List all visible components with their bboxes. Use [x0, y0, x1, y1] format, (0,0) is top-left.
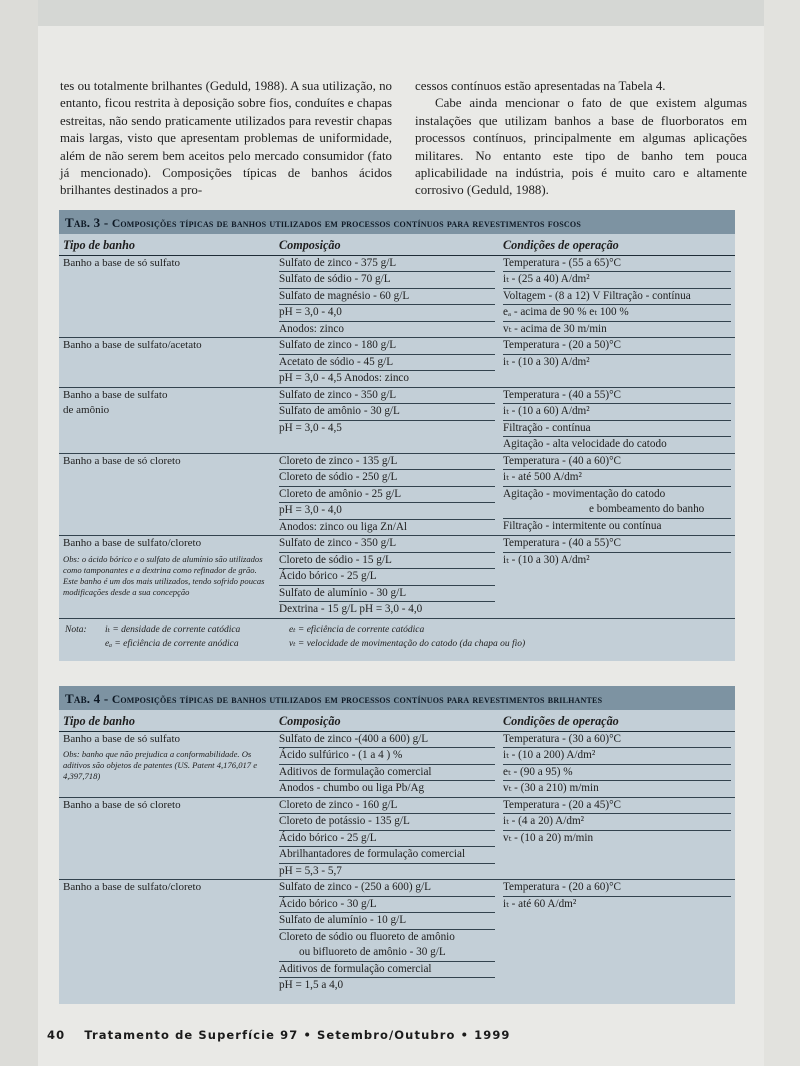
- condition-line: iₜ - (10 a 30) A/dm²: [503, 355, 590, 368]
- condition-line: iₜ - (10 a 60) A/dm²: [503, 404, 731, 421]
- table-4-title: [59, 686, 735, 710]
- composition-line: pH = 5,3 - 5,7: [279, 864, 342, 877]
- table-3-cell-condicoes: [499, 387, 735, 453]
- bath-type: Banho a base de só sulfato: [63, 732, 180, 745]
- note-item: iₜ = densidade de corrente catódica: [105, 624, 241, 635]
- table-3-note: [59, 618, 735, 661]
- table-3-cell-tipo: [59, 536, 275, 618]
- journal-issue: Tratamento de Superfície 97 • Setembro/Outubro • 1999: [84, 1028, 511, 1042]
- condition-line: Filtração - intermitente ou contínua: [503, 519, 662, 532]
- composition-line: Abrilhantadores de formulação comercial: [279, 847, 495, 864]
- condition-line: iₜ - até 500 A/dm²: [503, 470, 731, 487]
- table-4-cell-condicoes: [499, 797, 735, 880]
- table-3-cell-condicoes: [499, 536, 735, 618]
- bath-type: Banho a base de sulfato/cloreto: [63, 537, 202, 549]
- condition-line: Temperatura - (20 a 50)°C: [503, 338, 731, 355]
- body-text-left-column: [60, 78, 392, 200]
- composition-line: Sulfato de amônio - 30 g/L: [279, 404, 495, 421]
- composition-line: Sulfato de alumínio - 10 g/L: [279, 913, 495, 930]
- composition-line: Cloreto de sódio ou fluoreto de amônio: [279, 930, 455, 943]
- table-3-cell-composicao: [275, 387, 499, 453]
- right-column-paragraph-2: Cabe ainda mencionar o fato de que existem algumas instalações que utilizam banhos a base de fluorboratos em processos contínuos, principalmente em algumas aplicações militares. No entanto este tipo de banho tem pouca aplicabilidade na indústria, pois é muito caro e altamente corrosivo (Geduld, 1988).: [415, 96, 747, 198]
- table-3: [59, 210, 735, 661]
- table-4-number: Tab. 4 -: [65, 691, 112, 706]
- table-row: [59, 797, 735, 880]
- scan-edge-top: [0, 0, 800, 26]
- composition-line: Aditivos de formulação comercial: [279, 765, 495, 782]
- composition-line: Sulfato de alumínio - 30 g/L: [279, 586, 495, 603]
- table-3-number: Tab. 3 -: [65, 215, 112, 230]
- composition-line: Sulfato de zinco - 350 g/L: [279, 536, 495, 553]
- bath-observation: Obs: banho que não prejudica a conformabilidade. Os aditivos são objetos de patentes (US. Patent 4,176,017 e 4,397,718): [63, 749, 258, 781]
- table-3-grid: [59, 234, 735, 618]
- composition-line: Sulfato de zinco -(400 a 600) g/L: [279, 732, 495, 749]
- composition-line: Dextrina - 15 g/L pH = 3,0 - 4,0: [279, 603, 423, 615]
- composition-line: Ácido sulfúrico - (1 a 4 ) %: [279, 748, 495, 765]
- table-3-cell-composicao: [275, 255, 499, 338]
- table-3-cell-condicoes: [499, 255, 735, 338]
- condition-line: vₜ - acima de 30 m/min: [503, 322, 607, 335]
- composition-line: pH = 3,0 - 4,0: [279, 503, 495, 520]
- table-4-header-composicao: Composição: [275, 710, 499, 731]
- table-4-cell-tipo: [59, 880, 275, 994]
- condition-line: Temperatura - (20 a 60)°C: [503, 880, 731, 897]
- composition-line: Anodos - chumbo ou liga Pb/Ag: [279, 782, 425, 794]
- composition-line: Sulfato de zinco - (250 a 600) g/L: [279, 880, 495, 897]
- condition-line: e bombeamento do banho: [503, 502, 731, 519]
- bath-observation: Obs: o ácido bórico e o sulfato de alumínio são utilizados como tamponantes e a dextrina como refinador de grão. Este banho é um dos mais utilizados, tendo sofrido poucas modificações desde a sua concepção: [63, 553, 265, 597]
- note-line: [65, 623, 729, 637]
- table-4-cell-composicao: [275, 797, 499, 880]
- table-4-cell-tipo: [59, 731, 275, 797]
- composition-line: Sulfato de zinco - 375 g/L: [279, 256, 495, 273]
- bath-type: Banho a base de só cloreto: [63, 798, 181, 811]
- table-row: [59, 731, 735, 797]
- condition-line: Temperatura - (30 a 60)°C: [503, 732, 731, 749]
- condition-line: Temperatura - (40 a 60)°C: [503, 454, 731, 471]
- table-3-cell-tipo: [59, 255, 275, 338]
- table-4-cell-tipo: [59, 797, 275, 880]
- bath-type: Banho a base de só cloreto: [63, 454, 181, 467]
- composition-line: Cloreto de potássio - 135 g/L: [279, 814, 495, 831]
- right-column-paragraph-1: cessos contínuos estão apresentadas na Tabela 4.: [415, 79, 666, 93]
- composition-line: Sulfato de zinco - 180 g/L: [279, 338, 495, 355]
- composition-line: Sulfato de zinco - 350 g/L: [279, 388, 495, 405]
- table-3-title: [59, 210, 735, 234]
- table-row: [59, 536, 735, 618]
- table-3-header-condicoes: Condições de operação: [499, 234, 735, 255]
- composition-line: Anodos: zinco ou liga Zn/Al: [279, 520, 408, 533]
- table-4-cell-composicao: [275, 880, 499, 994]
- condition-line: Filtração - contínua: [503, 421, 731, 438]
- condition-line: iₜ - (10 a 30) A/dm²: [503, 553, 590, 566]
- bath-type: Banho a base de sulfato/acetato: [63, 339, 202, 351]
- table-4-header-tipo: Tipo de banho: [59, 710, 275, 731]
- left-column-paragraph: tes ou totalmente brilhantes (Geduld, 1988). A sua utilização, no entanto, ficou restrita à deposição sobre fios, conduítes e chapas estreitas, não sendo praticamente utilizados para revestir chapas mais largas, visto que apresentam problemas de uniformidade, além de não serem bem aceitos pelo mercado consumidor (fato já mencionado). Composições típicas de banhos ácidos brilhantes destinados a pro-: [60, 79, 392, 198]
- table-4-header-row: [59, 710, 735, 731]
- table-3-cell-composicao: [275, 536, 499, 618]
- condition-line: Temperatura - (20 a 45)°C: [503, 798, 731, 815]
- bath-type: Banho a base de sulfato/cloreto: [63, 881, 202, 893]
- table-row: [59, 880, 735, 994]
- table-4-caption: Composições típicas de banhos utilizados em processos contínuos para revestimentos brilhantes: [111, 693, 603, 706]
- table-4-cell-composicao: [275, 731, 499, 797]
- bath-type: Banho a base de sulfato de amônio: [63, 388, 168, 416]
- condition-line: iₜ - (10 a 200) A/dm²: [503, 748, 731, 765]
- condition-line: vₜ - (10 a 20) m/min: [503, 831, 594, 844]
- table-3-cell-composicao: [275, 453, 499, 536]
- composition-line: Cloreto de amônio - 25 g/L: [279, 487, 495, 504]
- condition-line: eₐ - acima de 90 % eₜ 100 %: [503, 305, 731, 322]
- table-row: [59, 255, 735, 338]
- condition-line: Voltagem - (8 a 12) V Filtração - contínua: [503, 289, 731, 306]
- composition-line: pH = 1,5 a 4,0: [279, 979, 344, 991]
- composition-line: Ácido bórico - 25 g/L: [279, 569, 495, 586]
- composition-line: Cloreto de sódio - 250 g/L: [279, 470, 495, 487]
- note-item: eₜ = eficiência de corrente catódica: [289, 624, 425, 635]
- condition-line: eₜ - (90 a 95) %: [503, 765, 731, 782]
- note-label: Nota:: [65, 624, 87, 635]
- page-footer: [47, 1028, 511, 1042]
- composition-line: Aditivos de formulação comercial: [279, 962, 495, 979]
- body-text-right-column: [415, 78, 747, 200]
- condition-line: Temperatura - (40 a 55)°C: [503, 536, 731, 553]
- table-3-header-tipo: Tipo de banho: [59, 234, 275, 255]
- table-3-cell-condicoes: [499, 338, 735, 388]
- composition-line: pH = 3,0 - 4,0: [279, 305, 495, 322]
- page-number: 40: [47, 1028, 66, 1042]
- note-item: vₜ = velocidade de movimentação do catodo (da chapa ou fio): [289, 638, 526, 649]
- scan-edge-left: [0, 0, 38, 1066]
- condition-line: vₜ - (30 a 210) m/min: [503, 782, 599, 794]
- composition-line: ou bifluoreto de amônio - 30 g/L: [279, 945, 495, 962]
- composition-line: Cloreto de sódio - 15 g/L: [279, 553, 495, 570]
- composition-line: Cloreto de zinco - 160 g/L: [279, 798, 495, 815]
- condition-line: iₜ - (25 a 40) A/dm²: [503, 272, 731, 289]
- condition-line: iₜ - até 60 A/dm²: [503, 897, 577, 910]
- composition-line: Ácido bórico - 30 g/L: [279, 897, 495, 914]
- table-3-cell-composicao: [275, 338, 499, 388]
- composition-line: Sulfato de sódio - 70 g/L: [279, 272, 495, 289]
- composition-line: Sulfato de magnésio - 60 g/L: [279, 289, 495, 306]
- table-row: [59, 338, 735, 388]
- condition-line: Temperatura - (55 a 65)°C: [503, 256, 731, 273]
- table-3-header-composicao: Composição: [275, 234, 499, 255]
- table-3-cell-tipo: [59, 387, 275, 453]
- note-item: eₐ = eficiência de corrente anódica: [105, 638, 239, 649]
- table-3-cell-tipo: [59, 453, 275, 536]
- table-3-header-row: [59, 234, 735, 255]
- note-line: [65, 637, 729, 651]
- composition-line: pH = 3,0 - 4,5: [279, 421, 342, 434]
- composition-line: Ácido bórico - 25 g/L: [279, 831, 495, 848]
- condition-line: Temperatura - (40 a 55)°C: [503, 388, 731, 405]
- body-text-columns: [60, 78, 745, 208]
- table-3-caption: Composições típicas de banhos utilizados em processos contínuos para revestimentos foscos: [111, 217, 581, 230]
- composition-line: Acetato de sódio - 45 g/L: [279, 355, 495, 372]
- table-4: [59, 686, 735, 1004]
- table-row: [59, 387, 735, 453]
- composition-line: pH = 3,0 - 4,5 Anodos: zinco: [279, 372, 409, 384]
- composition-line: Anodos: zinco: [279, 322, 344, 335]
- condition-line: Agitação - movimentação do catodo: [503, 487, 666, 500]
- table-4-cell-condicoes: [499, 731, 735, 797]
- table-3-cell-tipo: [59, 338, 275, 388]
- condition-line: iₜ - (4 a 20) A/dm²: [503, 814, 731, 831]
- table-3-cell-condicoes: [499, 453, 735, 536]
- table-4-header-condicoes: Condições de operação: [499, 710, 735, 731]
- condition-line: Agitação - alta velocidade do catodo: [503, 438, 667, 450]
- bath-type: Banho a base de só sulfato: [63, 256, 180, 269]
- table-row: [59, 453, 735, 536]
- table-4-cell-condicoes: [499, 880, 735, 994]
- scan-edge-right: [764, 0, 800, 1066]
- composition-line: Cloreto de zinco - 135 g/L: [279, 454, 495, 471]
- table-4-grid: [59, 710, 735, 994]
